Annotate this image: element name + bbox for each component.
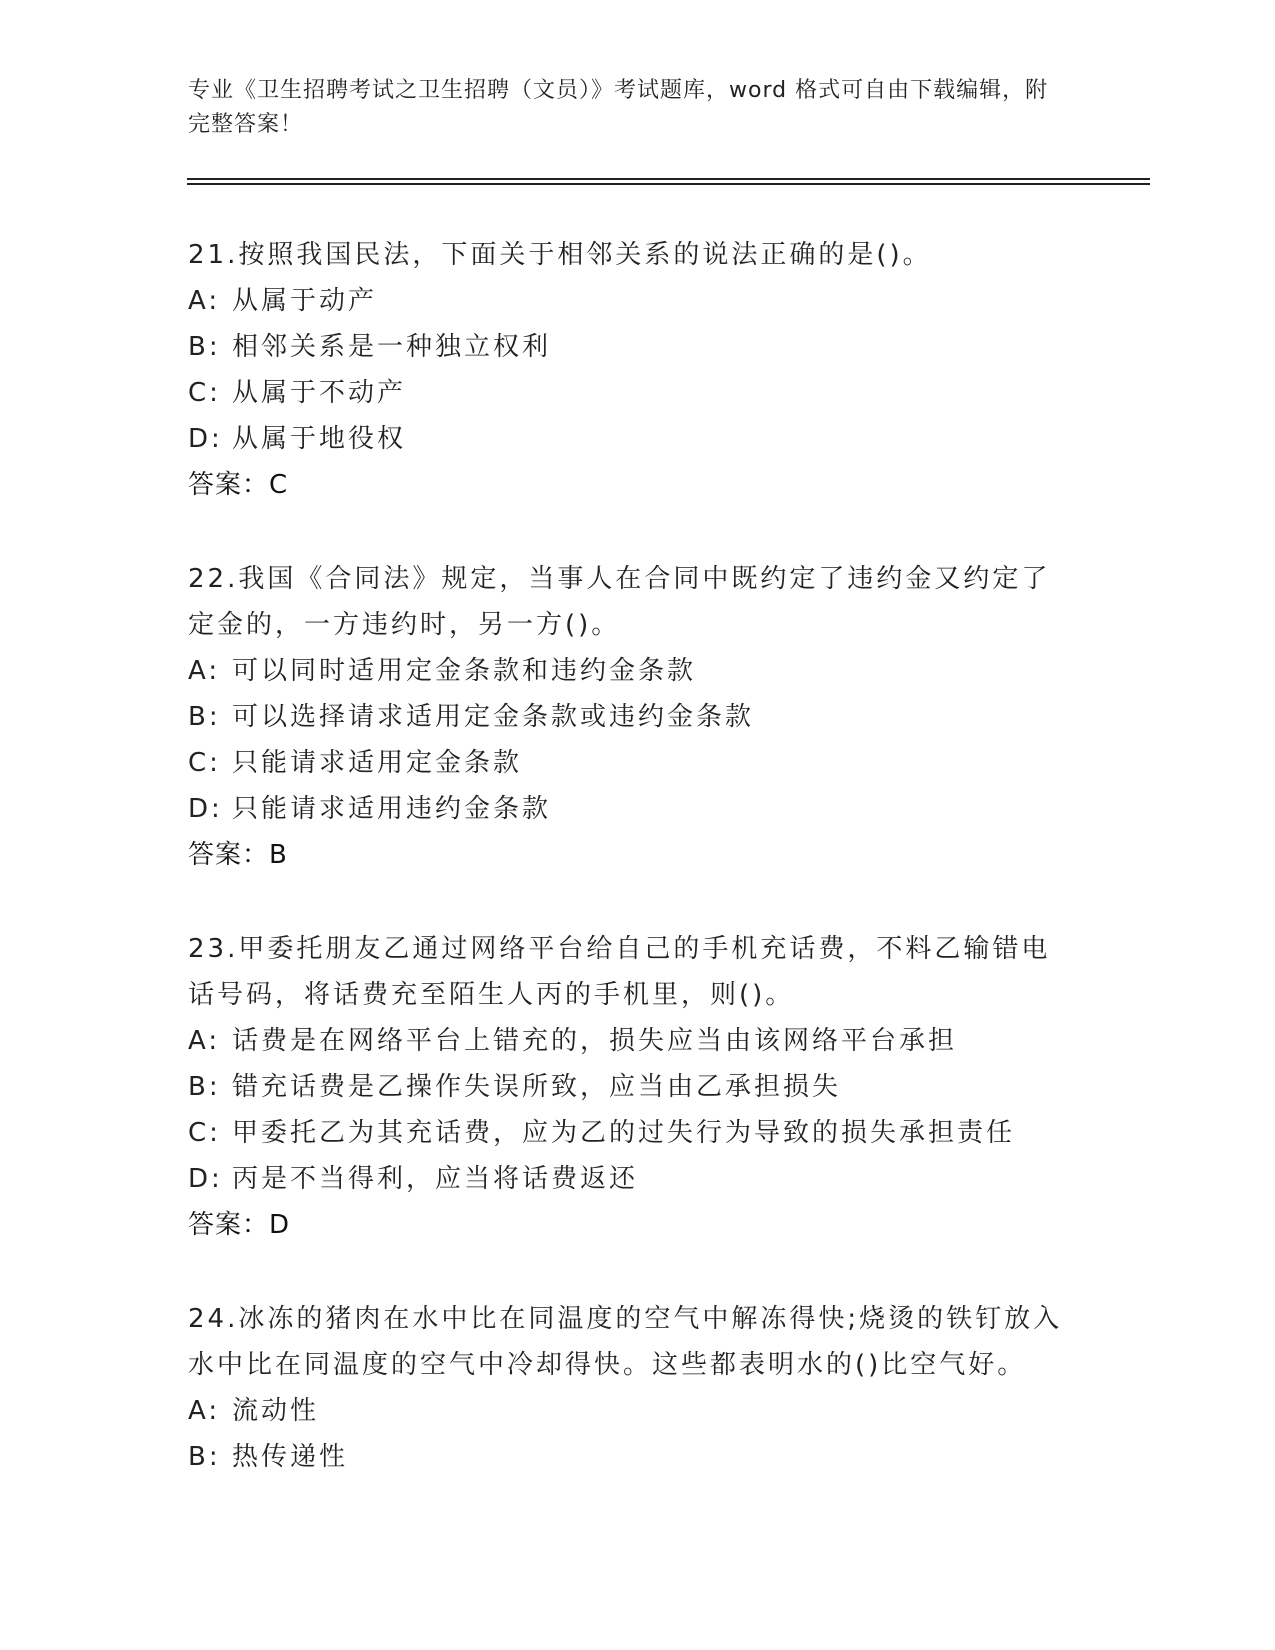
option-text: 甲委托乙为其充话费，应为乙的过失行为导致的损失承担责任 bbox=[232, 1118, 1016, 1148]
option-d bbox=[188, 416, 1088, 462]
option-text: 错充话费是乙操作失误所致，应当由乙承担损失 bbox=[232, 1072, 842, 1102]
option-text: 只能请求适用定金条款 bbox=[232, 748, 523, 778]
option-key: B: bbox=[188, 332, 221, 362]
question-24 bbox=[188, 1296, 1088, 1480]
question-22 bbox=[188, 556, 1088, 878]
option-text: 可以同时适用定金条款和违约金条款 bbox=[232, 656, 697, 686]
option-text: 只能请求适用违约金条款 bbox=[232, 794, 552, 824]
question-list bbox=[188, 232, 1088, 1528]
option-b bbox=[188, 694, 1088, 740]
option-text: 热传递性 bbox=[232, 1442, 349, 1472]
option-a bbox=[188, 1388, 1088, 1434]
option-key: A: bbox=[188, 1026, 221, 1056]
option-key: D: bbox=[188, 1164, 223, 1194]
option-b bbox=[188, 324, 1088, 370]
option-c bbox=[188, 740, 1088, 786]
option-text: 丙是不当得利，应当将话费返还 bbox=[232, 1164, 639, 1194]
header-divider-bottom bbox=[187, 183, 1150, 185]
option-b bbox=[188, 1064, 1088, 1110]
answer-label: 答案：B bbox=[188, 840, 288, 870]
option-a bbox=[188, 278, 1088, 324]
option-text: 话费是在网络平台上错充的，损失应当由该网络平台承担 bbox=[232, 1026, 958, 1056]
question-stem: 23.甲委托朋友乙通过网络平台给自己的手机充话费，不料乙输错电话号码，将话费充至陌生人丙的手机里，则()。 bbox=[188, 934, 1051, 1010]
option-key: B: bbox=[188, 1442, 221, 1472]
question-stem: 21.按照我国民法，下面关于相邻关系的说法正确的是()。 bbox=[188, 240, 932, 270]
document-header: 专业《卫生招聘考试之卫生招聘（文员）》考试题库，word 格式可自由下载编辑，附完整答案！ bbox=[188, 78, 1049, 137]
option-key: C: bbox=[188, 748, 221, 778]
option-text: 从属于动产 bbox=[232, 286, 378, 316]
option-text: 流动性 bbox=[232, 1396, 320, 1426]
option-key: A: bbox=[188, 1396, 221, 1426]
question-stem: 24.冰冻的猪肉在水中比在同温度的空气中解冻得快;烧烫的铁钉放入水中比在同温度的空气中冷却得快。这些都表明水的()比空气好。 bbox=[188, 1304, 1063, 1380]
option-key: B: bbox=[188, 702, 221, 732]
answer-label: 答案：C bbox=[188, 470, 289, 500]
question-23 bbox=[188, 926, 1088, 1248]
option-text: 从属于不动产 bbox=[232, 378, 407, 408]
option-key: C: bbox=[188, 378, 221, 408]
option-text: 可以选择请求适用定金条款或违约金条款 bbox=[232, 702, 755, 732]
option-key: A: bbox=[188, 656, 221, 686]
option-d bbox=[188, 786, 1088, 832]
option-key: C: bbox=[188, 1118, 221, 1148]
header-divider-top bbox=[187, 178, 1150, 180]
question-stem: 22.我国《合同法》规定，当事人在合同中既约定了违约金又约定了定金的，一方违约时，另一方()。 bbox=[188, 564, 1051, 640]
option-c bbox=[188, 370, 1088, 416]
option-a bbox=[188, 1018, 1088, 1064]
option-key: B: bbox=[188, 1072, 221, 1102]
option-d bbox=[188, 1156, 1088, 1202]
option-text: 相邻关系是一种独立权利 bbox=[232, 332, 552, 362]
option-b bbox=[188, 1434, 1088, 1480]
option-key: D: bbox=[188, 424, 223, 454]
option-a bbox=[188, 648, 1088, 694]
question-21 bbox=[188, 232, 1088, 508]
option-c bbox=[188, 1110, 1088, 1156]
option-key: A: bbox=[188, 286, 221, 316]
option-key: D: bbox=[188, 794, 223, 824]
answer-label: 答案：D bbox=[188, 1210, 291, 1240]
option-text: 从属于地役权 bbox=[232, 424, 407, 454]
